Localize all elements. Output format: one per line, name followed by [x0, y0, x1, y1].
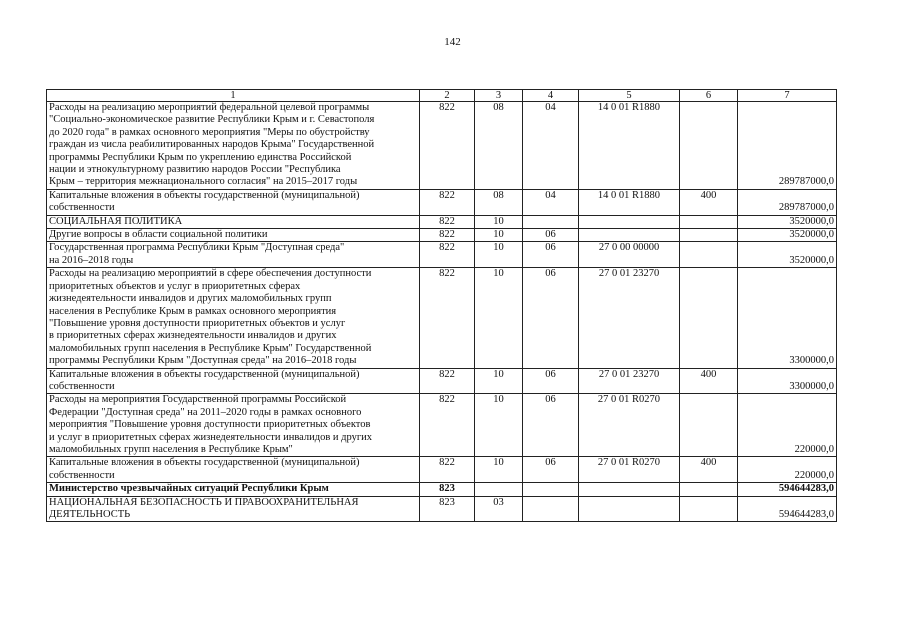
row-description: Расходы на реализацию мероприятий федеральной целевой программы "Социально-экономическое развитие Республики Крым и г. Севастополя до 2020 года" в рамках основного мероприятия "Меры по обустройству граждан из числа реабилитированных народов Крыма" Государственной программы Республики Крым по укреплению единства Российской нации и этнокультурному развитию народов России "Республика Крым – территория межнационального согласия" на 2015–2017 годы — [47, 102, 420, 190]
row-ministry-code: 822 — [420, 368, 475, 394]
row-description: Другие вопросы в области социальной политики — [47, 229, 420, 242]
table-row — [47, 496, 837, 522]
row-target-article: 14 0 01 R1880 — [579, 102, 680, 190]
row-amount: 3520000,0 — [738, 242, 837, 268]
header-cell: 7 — [738, 90, 837, 102]
row-description: Министерство чрезвычайных ситуаций Республики Крым — [47, 483, 420, 496]
table-row — [47, 394, 837, 457]
budget-table — [46, 89, 837, 522]
header-cell: 6 — [680, 90, 738, 102]
row-ministry-code: 822 — [420, 268, 475, 368]
row-description: Капитальные вложения в объекты государственной (муниципальной) собственности — [47, 457, 420, 483]
table-header-row — [47, 90, 837, 102]
row-ministry-code: 822 — [420, 457, 475, 483]
row-section-code: 10 — [475, 229, 523, 242]
row-target-article: 27 0 01 R0270 — [579, 394, 680, 457]
table-row — [47, 242, 837, 268]
page-number: 142 — [444, 36, 461, 48]
row-amount: 289787000,0 — [738, 189, 837, 215]
row-target-article — [579, 229, 680, 242]
table-row — [47, 229, 837, 242]
header-cell: 4 — [523, 90, 579, 102]
row-section-code: 10 — [475, 368, 523, 394]
row-amount: 594644283,0 — [738, 496, 837, 522]
header-cell: 1 — [47, 90, 420, 102]
header-cell: 5 — [579, 90, 680, 102]
row-ministry-code: 823 — [420, 496, 475, 522]
row-amount: 3300000,0 — [738, 368, 837, 394]
row-ministry-code: 822 — [420, 394, 475, 457]
table-row — [47, 368, 837, 394]
row-expense-type — [680, 394, 738, 457]
table-row — [47, 268, 837, 368]
row-ministry-code: 822 — [420, 189, 475, 215]
row-target-article — [579, 215, 680, 228]
row-description: Расходы на мероприятия Государственной программы Российской Федерации "Доступная среда" на 2011–2020 годы в рамках основного мероприятия "Повышение уровня доступности приоритетных объектов и услуг в приоритетных сферах жизнедеятельности инвалидов и других маломобильных групп населения в Республике Крым" — [47, 394, 420, 457]
row-section-code: 08 — [475, 102, 523, 190]
row-target-article — [579, 483, 680, 496]
row-target-article: 27 0 00 00000 — [579, 242, 680, 268]
row-subsection-code: 06 — [523, 242, 579, 268]
row-amount: 220000,0 — [738, 457, 837, 483]
row-section-code: 03 — [475, 496, 523, 522]
row-amount: 289787000,0 — [738, 102, 837, 190]
row-subsection-code — [523, 496, 579, 522]
row-amount: 3520000,0 — [738, 229, 837, 242]
row-amount: 220000,0 — [738, 394, 837, 457]
table-row — [47, 457, 837, 483]
row-target-article: 14 0 01 R1880 — [579, 189, 680, 215]
row-expense-type — [680, 229, 738, 242]
row-subsection-code — [523, 215, 579, 228]
row-expense-type — [680, 215, 738, 228]
row-subsection-code: 04 — [523, 189, 579, 215]
row-subsection-code: 06 — [523, 229, 579, 242]
header-cell: 2 — [420, 90, 475, 102]
row-section-code: 10 — [475, 457, 523, 483]
row-expense-type — [680, 483, 738, 496]
row-section-code: 10 — [475, 215, 523, 228]
row-description: Расходы на реализацию мероприятий в сфере обеспечения доступности приоритетных объектов и услуг в приоритетных сферах жизнедеятельности инвалидов и других маломобильных групп населения в Республике Крым в рамках основного мероприятия "Повышение уровня доступности приоритетных объектов и услуг в приоритетных сферах жизнедеятельности инвалидов и других маломобильных групп населения в Республике Крым" Государственной программы Республики Крым "Доступная среда" на 2016–2018 годы — [47, 268, 420, 368]
row-expense-type: 400 — [680, 189, 738, 215]
row-expense-type: 400 — [680, 457, 738, 483]
row-section-code — [475, 483, 523, 496]
row-amount: 3300000,0 — [738, 268, 837, 368]
row-subsection-code — [523, 483, 579, 496]
row-amount: 3520000,0 — [738, 215, 837, 228]
row-subsection-code: 06 — [523, 268, 579, 368]
table-row — [47, 483, 837, 496]
row-ministry-code: 822 — [420, 242, 475, 268]
row-description: СОЦИАЛЬНАЯ ПОЛИТИКА — [47, 215, 420, 228]
row-expense-type: 400 — [680, 368, 738, 394]
row-subsection-code: 04 — [523, 102, 579, 190]
row-expense-type — [680, 242, 738, 268]
row-subsection-code: 06 — [523, 394, 579, 457]
row-expense-type — [680, 268, 738, 368]
row-description: НАЦИОНАЛЬНАЯ БЕЗОПАСНОСТЬ И ПРАВООХРАНИТЕЛЬНАЯ ДЕЯТЕЛЬНОСТЬ — [47, 496, 420, 522]
row-expense-type — [680, 496, 738, 522]
row-ministry-code: 823 — [420, 483, 475, 496]
row-target-article: 27 0 01 23270 — [579, 268, 680, 368]
row-section-code: 08 — [475, 189, 523, 215]
row-subsection-code: 06 — [523, 368, 579, 394]
row-amount: 594644283,0 — [738, 483, 837, 496]
row-description: Капитальные вложения в объекты государственной (муниципальной) собственности — [47, 189, 420, 215]
header-cell: 3 — [475, 90, 523, 102]
row-target-article: 27 0 01 23270 — [579, 368, 680, 394]
row-section-code: 10 — [475, 268, 523, 368]
row-target-article: 27 0 01 R0270 — [579, 457, 680, 483]
row-description: Капитальные вложения в объекты государственной (муниципальной) собственности — [47, 368, 420, 394]
row-ministry-code: 822 — [420, 102, 475, 190]
row-section-code: 10 — [475, 394, 523, 457]
table-row — [47, 102, 837, 190]
table-row — [47, 189, 837, 215]
row-subsection-code: 06 — [523, 457, 579, 483]
row-target-article — [579, 496, 680, 522]
row-section-code: 10 — [475, 242, 523, 268]
row-ministry-code: 822 — [420, 215, 475, 228]
table-row — [47, 215, 837, 228]
row-description: Государственная программа Республики Крым "Доступная среда" на 2016–2018 годы — [47, 242, 420, 268]
row-ministry-code: 822 — [420, 229, 475, 242]
row-expense-type — [680, 102, 738, 190]
